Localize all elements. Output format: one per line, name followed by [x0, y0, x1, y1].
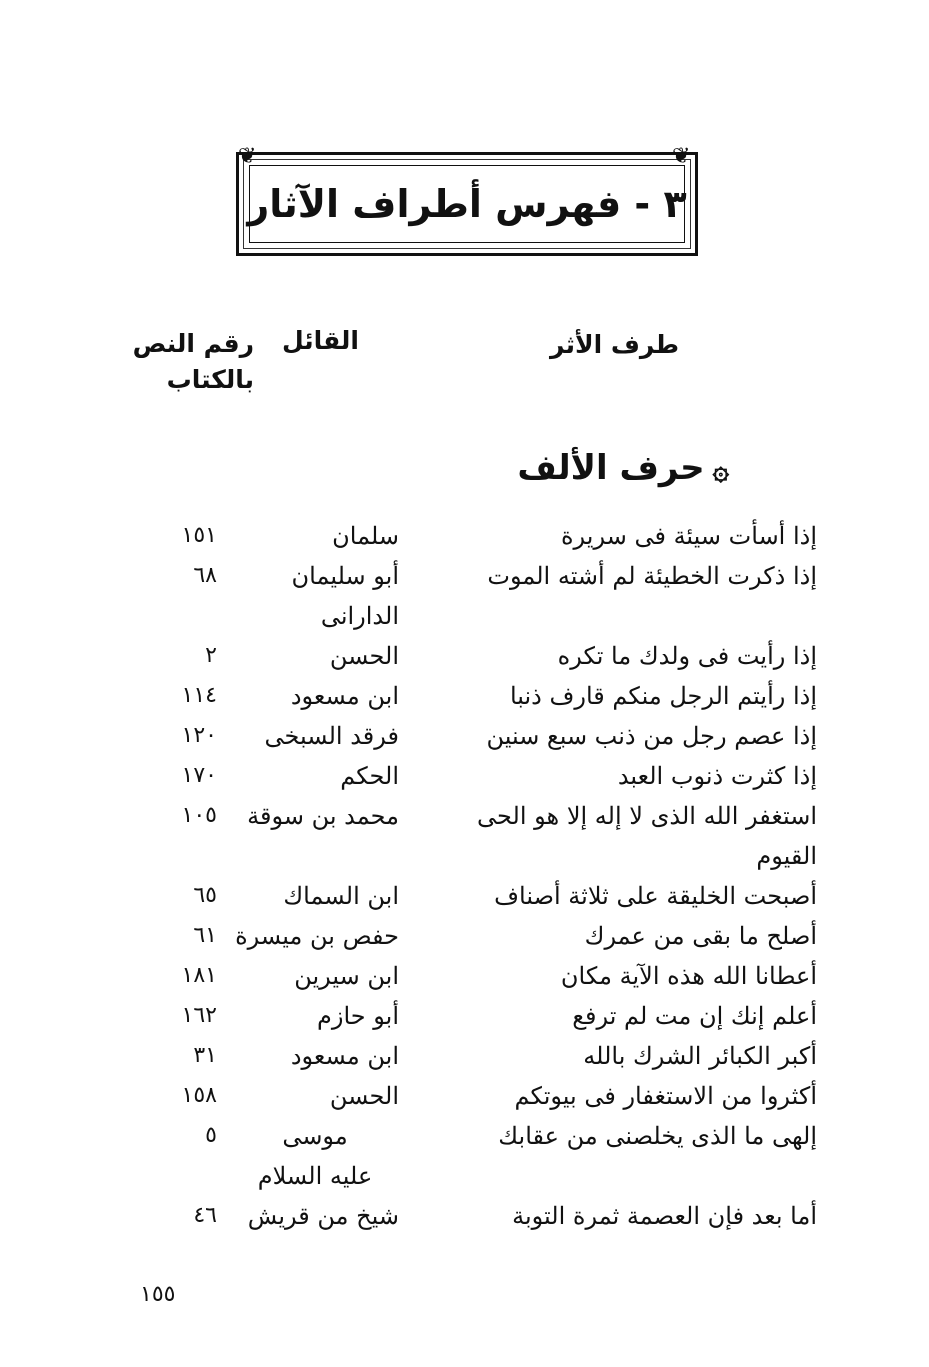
speaker-cell: محمد بن سوقة [247, 802, 399, 830]
table-row [0, 636, 929, 676]
number-cell: ٦١ [193, 923, 217, 948]
table-row [0, 996, 929, 1036]
speaker-cell: شيخ من قريش [247, 1202, 399, 1230]
phrase-cell: إذا رأيتم الرجل منكم قارف ذنبا [509, 682, 817, 710]
phrase-cell: إذا عصم رجل من ذنب سبع سنين [486, 722, 817, 750]
table-row [0, 876, 929, 916]
table-row [0, 1076, 929, 1116]
number-cell: ٢ [205, 643, 217, 668]
phrase-cell: أكبر الكبائر الشرك بالله [583, 1042, 817, 1070]
table-row [0, 676, 929, 716]
speaker-cell-continued: الدارانى [320, 602, 399, 630]
number-cell: ١٥٨ [181, 1083, 217, 1108]
column-header-number-line1: رقم النص [132, 329, 254, 358]
phrase-cell: أصبحت الخليقة على ثلاثة أصناف [494, 882, 817, 910]
table-row [0, 1116, 929, 1196]
number-cell: ١٠٥ [181, 803, 217, 828]
phrase-cell: إلهى ما الذى يخلصنى من عقابك [498, 1122, 817, 1150]
speaker-cell: ابن السماك [283, 882, 399, 910]
phrase-cell: استغفر الله الذى لا إله إلا هو الحى [477, 802, 817, 830]
speaker-cell: الحكم [340, 762, 399, 790]
page-number: ١٥٥ [140, 1282, 176, 1307]
page-title: ٣ - فهرس أطراف الآثار [247, 182, 687, 226]
phrase-cell: إذا ذكرت الخطيئة لم أشته الموت [487, 562, 817, 590]
phrase-cell: أعطانا الله هذه الآية مكان [560, 962, 817, 990]
phrase-cell: إذا رأيت فى ولدك ما تكره [557, 642, 817, 670]
speaker-cell: أبو سليمان [291, 562, 399, 590]
number-cell: ٥ [205, 1123, 217, 1148]
column-header-phrase: طرف الأثر [550, 330, 679, 359]
speaker-cell: موسى [282, 1122, 348, 1150]
number-cell: ٣١ [193, 1043, 217, 1068]
table-row [0, 796, 929, 876]
column-header-number [133, 326, 254, 398]
speaker-cell: ابن سيرين [294, 962, 399, 990]
speaker-cell: الحسن [329, 1082, 399, 1110]
entries-list [0, 516, 929, 1236]
phrase-cell: أما بعد فإن العصمة ثمرة التوبة [512, 1202, 817, 1230]
phrase-cell: أصلح ما بقى من عمرك [584, 922, 817, 950]
phrase-cell: أعلم إنك إن مت لم ترفع [572, 1002, 817, 1030]
corner-ornament-icon: ❦ [238, 144, 257, 169]
phrase-cell: أكثروا من الاستغفار فى بيوتكم [514, 1082, 817, 1110]
number-cell: ١٨١ [181, 963, 217, 988]
table-row [0, 716, 929, 756]
speaker-cell: أبو حازم [317, 1002, 399, 1030]
speaker-cell: ابن مسعود [290, 1042, 399, 1070]
table-row [0, 556, 929, 636]
number-cell: ٦٨ [193, 563, 217, 588]
speaker-cell: الحسن [329, 642, 399, 670]
number-cell: ١٧٠ [181, 763, 217, 788]
section-heading [517, 448, 729, 488]
table-row [0, 1036, 929, 1076]
table-row [0, 756, 929, 796]
column-header-speaker: القائل [281, 326, 359, 355]
table-row [0, 1196, 929, 1236]
number-cell: ١٢٠ [181, 723, 217, 748]
phrase-cell: إذا أسأت سيئة فى سريرة [560, 522, 817, 550]
table-row [0, 956, 929, 996]
phrase-cell: إذا كثرت ذنوب العبد [617, 762, 817, 790]
number-cell: ١٥١ [181, 523, 217, 548]
number-cell: ٤٦ [193, 1203, 217, 1228]
phrase-cell-continued: القيوم [756, 842, 817, 870]
table-row [0, 516, 929, 556]
number-cell: ١١٤ [181, 683, 217, 708]
speaker-cell: حفص بن ميسرة [235, 922, 399, 950]
number-cell: ١٦٢ [181, 1003, 217, 1028]
speaker-cell-continued: عليه السلام [257, 1162, 373, 1190]
speaker-cell: فرقد السبخى [264, 722, 399, 750]
table-row [0, 916, 929, 956]
speaker-cell: سلمان [332, 522, 399, 550]
section-ornament-icon: ۞ [712, 453, 729, 486]
column-header-number-line2: بالكتاب [166, 365, 254, 394]
section-heading-text: حرف الألف [517, 448, 705, 488]
corner-ornament-icon: ❦ [672, 144, 691, 169]
number-cell: ٦٥ [193, 883, 217, 908]
speaker-cell: ابن مسعود [290, 682, 399, 710]
